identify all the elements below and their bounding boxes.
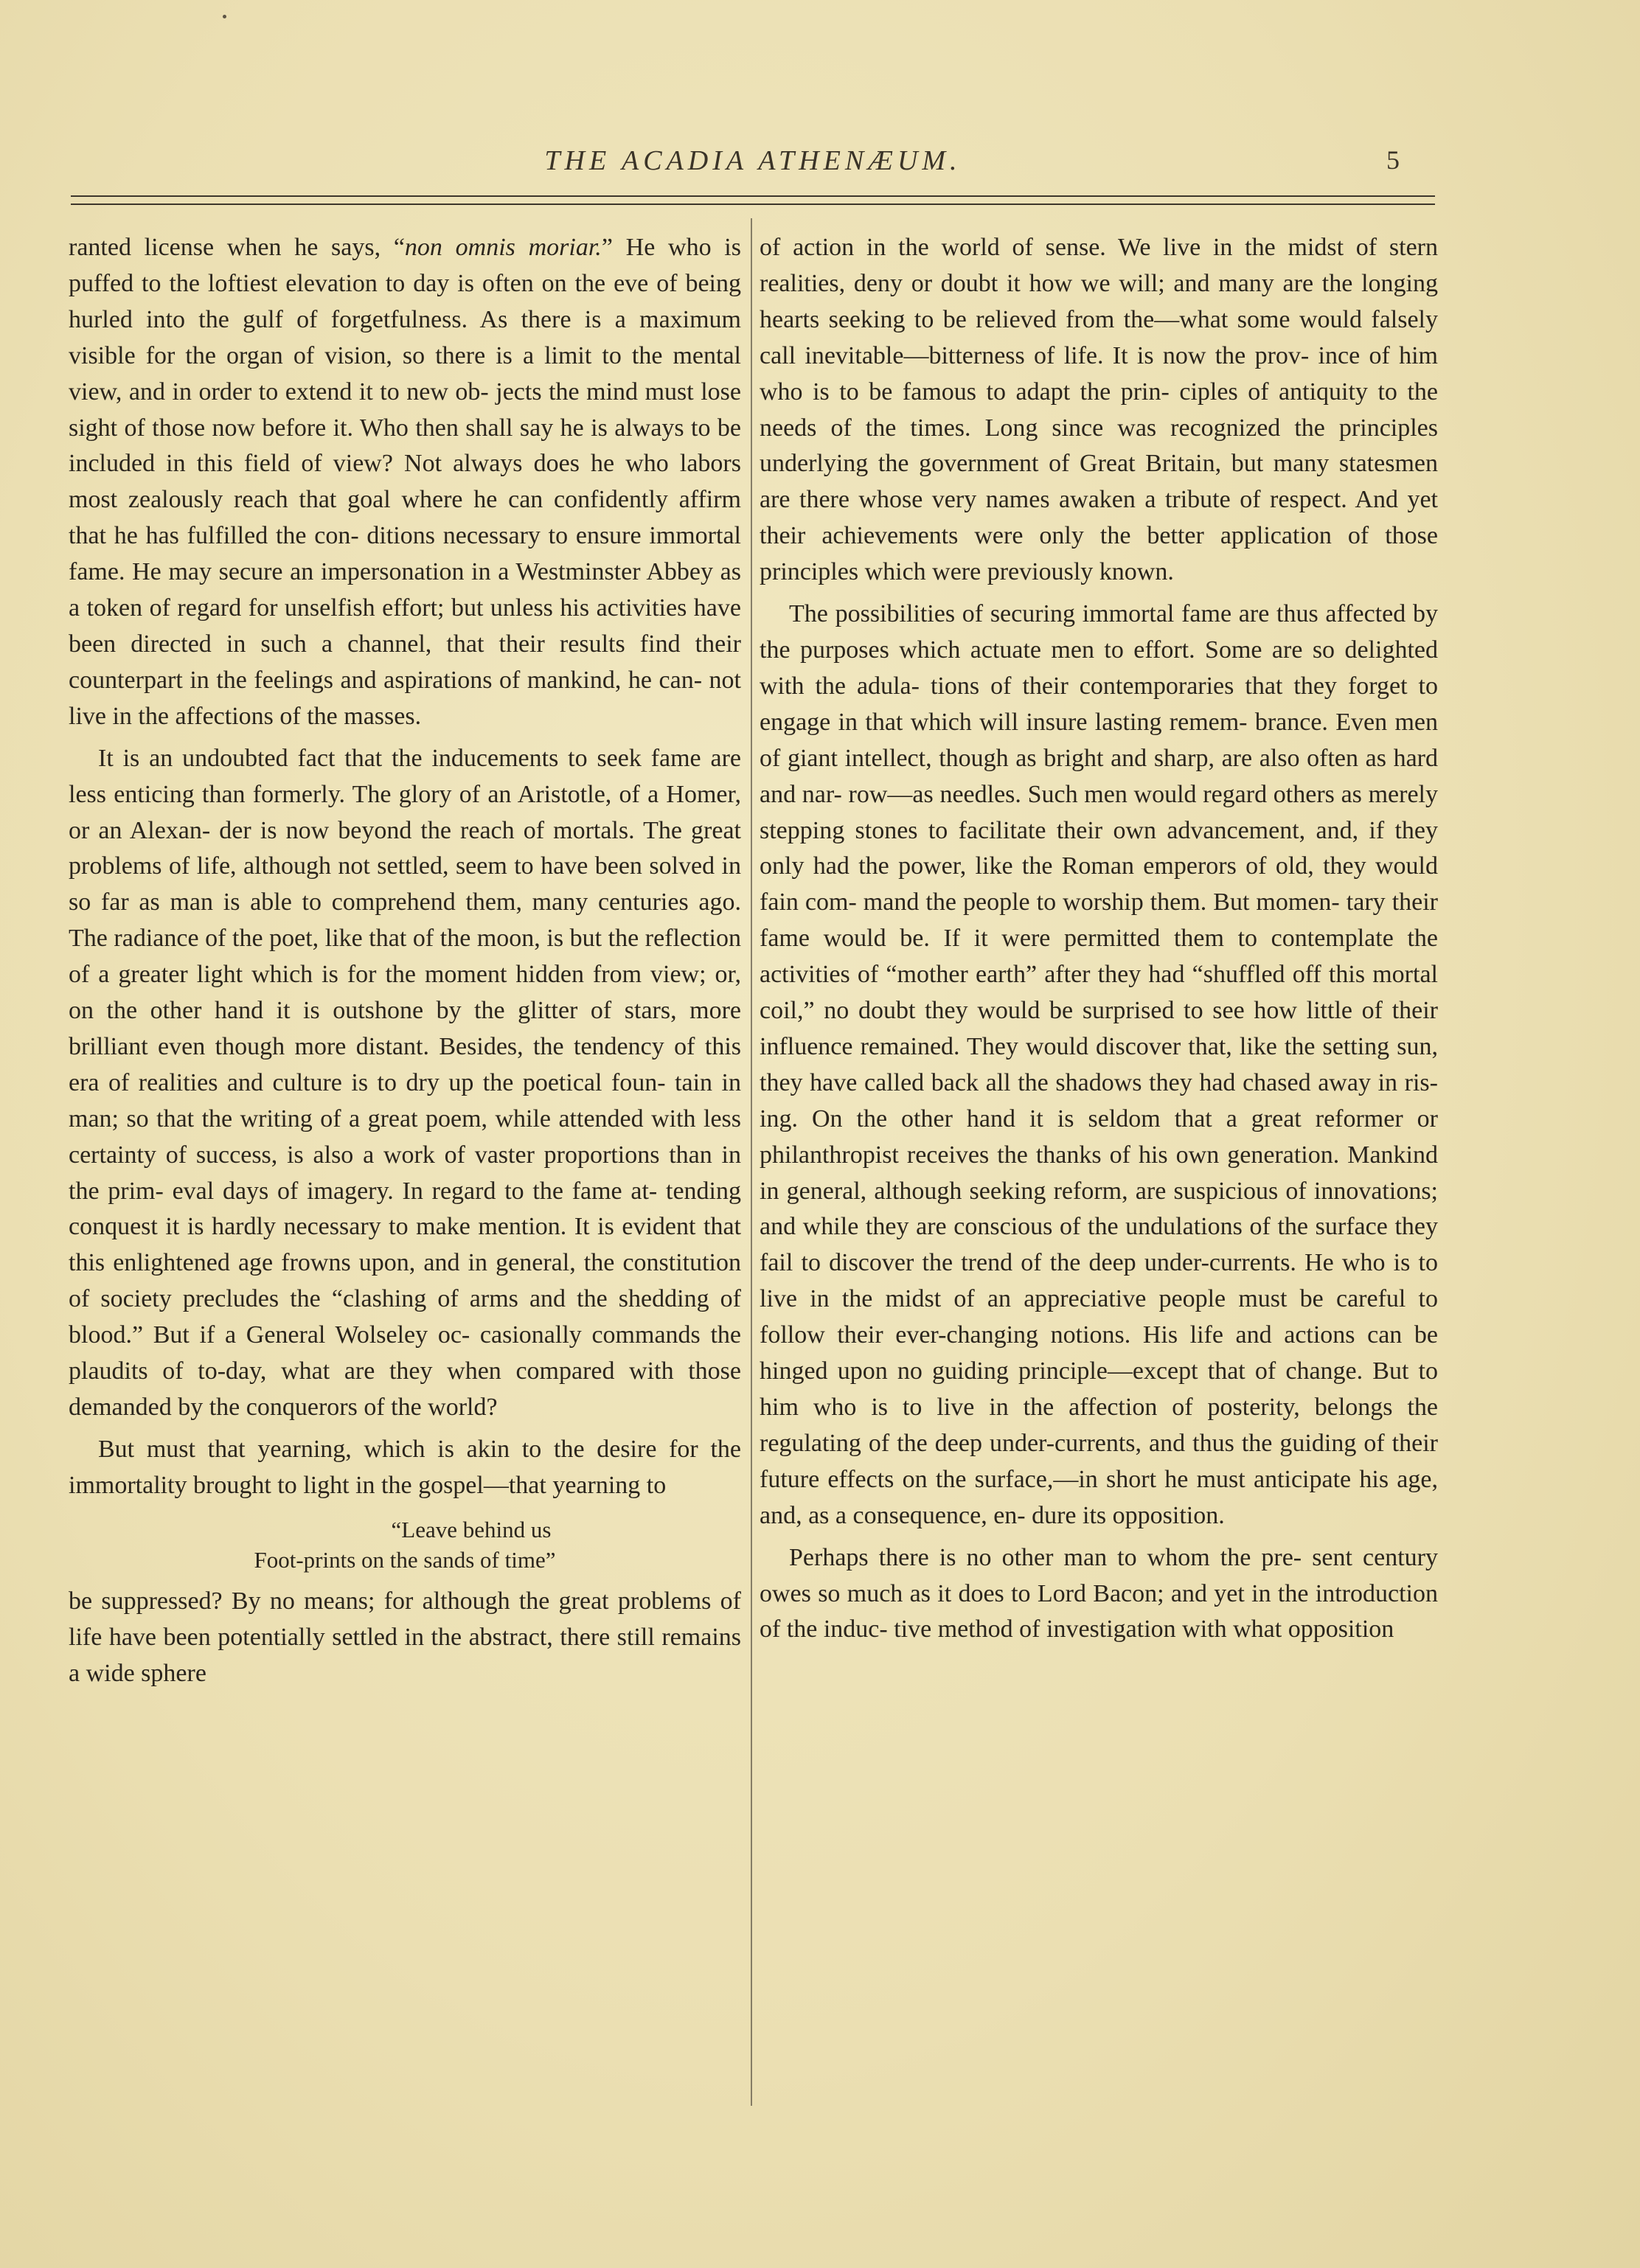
paragraph: The possibilities of securing immortal fame are thus affected by the purposes which actuate men to effort. Some are so delighted with the adula- tions of their contemporaries that they forget to engage in that which will insure lasting remem- brance. Even men of giant intellect, though as bright and sharp, are also often as hard and nar- row—as needles. Such men would regard others as merely stepping stones to facilitate their own advancement, and, if they only had the power, like the Roman emperors of old, they would fain com- mand the people to worship them. But momen- tary their fame would be. If it were permitted them to contemplate the activities of “mother earth” after they had “shuffled off this mortal coil,” no doubt they would be surprised to see how little of their influence remained. They would discover that, like the setting sun, they have called back all the shadows they had chased away in ris- ing. On the other hand it is seldom that a great reformer or philanthropist receives the thanks of his own generation. Mankind in general, although seeking reform, are suspicious of innovations; and while they are conscious of the undulations of the surface they fail to discover the trend of the deep under-currents. He who is to live in the midst of an appreciative people must be careful to follow their ever-changing notions. His life and actions can be hinged upon no guiding principle—except that of change. But to him who is to live in the affection of posterity, belongs the regulating of the deep under-currents, and thus the guiding of their future effects on the surface,—in short he must anticipate his age, and, as a consequence, en- dure its opposition.	[760, 600, 1438, 1529]
paragraph-text: ranted license when he says, “	[69, 234, 405, 261]
right-column	[760, 230, 1438, 1648]
paragraph: be suppressed? By no means; for although the great problems of life have been potentially settled in the abstract, there still remains a wide sphere	[69, 1587, 741, 1687]
paragraph: It is an undoubted fact that the inducements to seek fame are less enticing than formerly. The glory of an Aristotle, of a Homer, or an Alexan- der is now beyond the reach of mortals. The great problems of life, although not settled, seem to have been solved in so far as man is able to comprehend them, many centuries ago. The radiance of the poet, like that of the moon, is but the reflection of a greater light which is for the moment hidden from view; or, on the other hand it is outshone by the glitter of stars, more brilliant even though more distant. Besides, the tendency of this era of realities and culture is to dry up the poetical foun- tain in man; so that the writing of a great poem, while attended with less certainty of success, is also a work of vaster proportions than in the prim- eval days of imagery. In regard to the fame at- tending conquest it is hardly necessary to make mention. It is evident that this enlightened age frowns upon, and in general, the constitution of society precludes the “clashing of arms and the shedding of blood.” But if a General Wolseley oc- casionally commands the plaudits of to-day, what are they when compared with those demanded by the conquerors of the world?	[69, 744, 741, 1421]
left-column	[69, 230, 741, 1691]
page-number: 5	[1386, 145, 1400, 175]
paragraph: of action in the world of sense. We live in the midst of stern realities, deny or doubt it how we will; and many are the longing hearts seeking to be relieved from the—what some would falsely call inevitable—bitterness of life. It is now the prov- ince of him who is to be famous to adapt the prin- ciples of antiquity to the needs of the times. Long since was recognized the principles underlying the government of Great Britain, but many statesmen are there whose very names awaken a tribute of respect. And yet their achievements were only the better application of those principles which were previously known.	[760, 234, 1438, 586]
verse-quote	[69, 1514, 741, 1575]
paragraph: But must that yearning, which is akin to the desire for the immortality brought to light in the gospel—that yearning to	[69, 1435, 741, 1499]
header-rule-top	[71, 195, 1435, 197]
print-speck	[223, 15, 226, 18]
paragraph: Perhaps there is no other man to whom the pre- sent century owes so much as it does to Lord Bacon; and yet in the introduction of the induc- tive method of investigation with what opposition	[760, 1543, 1438, 1643]
paragraph-text: ” He who is puffed to the loftiest elevation to day is often on the eve of being hurled into the gulf of forgetfulness. As there is a maximum visible for the organ of vision, so there is a limit to the mental view, and in order to extend it to new ob- jects the mind must lose sight of those now before it. Who then shall say he is always to be included in this field of view? Not always does he who labors most zealously reach that goal where he can confidently affirm that he has fulfilled the con- ditions necessary to ensure immortal fame. He may secure an impersonation in a Westminster Abbey as a token of regard for unselfish effort; but unless his activities have been directed in such a channel, that their results find their counterpart in the feelings and aspirations of mankind, he can- not live in the affections of the masses.	[69, 234, 741, 730]
running-head	[71, 145, 1435, 186]
verse-line: “Leave behind us	[391, 1516, 552, 1542]
paragraph	[69, 230, 741, 735]
column-divider	[751, 218, 752, 2106]
verse-line: Foot-prints on the sands of time”	[254, 1546, 556, 1573]
journal-title: THE ACADIA ATHENÆUM.	[544, 145, 962, 176]
header-rule-bottom	[71, 204, 1435, 205]
latin-quote: non omnis moriar.	[404, 234, 602, 261]
